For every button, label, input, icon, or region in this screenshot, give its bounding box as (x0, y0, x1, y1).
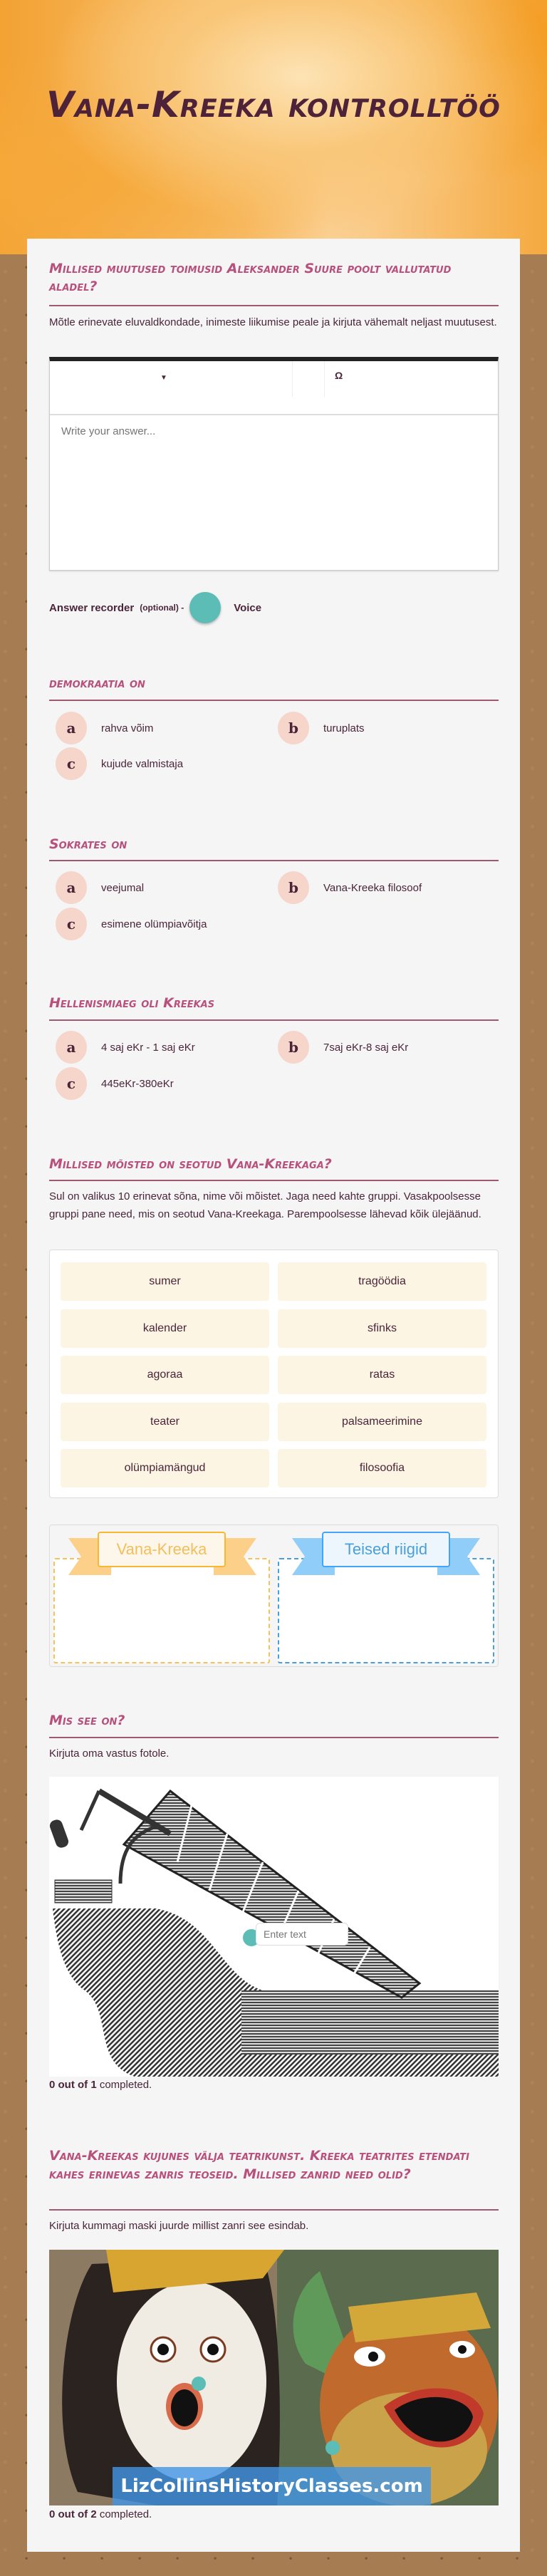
option-c[interactable] (56, 747, 183, 780)
toolbar-separator (324, 361, 325, 397)
option-letter: c (56, 908, 87, 940)
watermark: LizCollinsHistoryClasses.com (113, 2467, 431, 2505)
option-a[interactable] (56, 871, 144, 904)
sortable-items-pool (49, 1250, 499, 1498)
option-letter: a (56, 1031, 87, 1064)
completion-count: 0 out of 2 (49, 2508, 97, 2520)
completion-suffix: completed. (99, 2508, 152, 2520)
question-title: Millised muutused toimusid Aleksander Suure poolt vallutatud aladel? (49, 261, 452, 294)
question-title: Sokrates on (49, 836, 127, 852)
drag-item[interactable]: agoraa (61, 1356, 269, 1394)
option-letter: b (278, 871, 309, 904)
option-b[interactable] (278, 1031, 408, 1064)
header-banner (0, 0, 547, 254)
drag-item[interactable]: sfinks (278, 1309, 486, 1348)
option-b[interactable] (278, 871, 422, 904)
drag-item[interactable]: olümpiamängud (61, 1449, 269, 1487)
completion-suffix: completed. (99, 2079, 152, 2091)
option-a[interactable] (56, 1031, 195, 1064)
question-title: Hellenismiaeg oli Kreekas (49, 995, 215, 1011)
question-description: Kirjuta kummagi maski juurde millist zanri see esindab. (49, 2220, 309, 2232)
option-letter: a (56, 871, 87, 904)
divider (49, 305, 499, 306)
hotspot-marker-icon[interactable] (192, 2377, 206, 2391)
option-text: 445eKr-380eKr (101, 1077, 174, 1090)
completion-count: 0 out of 1 (49, 2079, 97, 2091)
option-c[interactable] (56, 1067, 174, 1100)
option-letter: b (278, 1031, 309, 1064)
record-button[interactable] (189, 592, 221, 623)
hotspot-text-input[interactable] (256, 1923, 348, 1946)
group-label-teised-riigid: Teised riigid (322, 1532, 450, 1567)
answer-editor (49, 357, 499, 571)
divider (49, 700, 499, 701)
question-description: Mõtle erinevate eluvaldkondade, inimeste liikumise peale ja kirjuta vähemalt neljast muutusest. (49, 316, 497, 328)
theatre-masks-image (49, 2250, 499, 2505)
answer-recorder (49, 592, 261, 623)
page-title: Vana-Kreeka kontrolltöö (46, 84, 501, 125)
font-dropdown-caret-icon[interactable]: ▼ (160, 374, 167, 382)
voice-label: Voice (234, 601, 262, 614)
option-text: esimene olümpiavõitja (101, 918, 207, 930)
worksheet-card (27, 239, 520, 2552)
divider (49, 1737, 499, 1738)
option-b[interactable] (278, 712, 365, 744)
sort-groups (49, 1525, 499, 1667)
divider (49, 1019, 499, 1021)
question-title: Vana-Kreekas kujunes välja teatrikunst. Kreeka teatrites etendati kahes erinevas zanris teoseid. Millised zanrid need olid? (49, 2148, 469, 2182)
divider (49, 860, 499, 861)
drag-item[interactable]: tragöödia (278, 1262, 486, 1301)
option-c[interactable] (56, 908, 207, 940)
question-description: Kirjuta oma vastus fotole. (49, 1747, 170, 1760)
option-letter: c (56, 1067, 87, 1100)
divider (49, 2209, 499, 2211)
toolbar-separator (292, 361, 293, 397)
option-letter: c (56, 747, 87, 780)
hotspot-marker-icon[interactable] (325, 2441, 340, 2455)
group-label-vana-kreeka: Vana-Kreeka (98, 1532, 226, 1567)
option-text: 7saj eKr-8 saj eKr (323, 1041, 409, 1054)
option-text: turuplats (323, 722, 365, 734)
special-character-icon[interactable]: Ω (335, 370, 343, 381)
option-letter: a (56, 712, 87, 744)
recorder-optional: (optional) - (140, 603, 184, 613)
drag-item[interactable]: ratas (278, 1356, 486, 1394)
question-title: Mis see on? (49, 1713, 125, 1728)
option-text: 4 saj eKr - 1 saj eKr (101, 1041, 195, 1054)
divider (49, 1180, 499, 1181)
drag-item[interactable]: kalender (61, 1309, 269, 1348)
option-text: veejumal (101, 881, 145, 894)
option-text: kujude valmistaja (101, 757, 184, 770)
drag-item[interactable]: teater (61, 1403, 269, 1441)
completion-status (49, 2508, 152, 2520)
question-title: Millised mõisted on seotud Vana-Kreekaga? (49, 1156, 332, 1172)
option-letter: b (278, 712, 309, 744)
question-title: demokraatia on (49, 675, 145, 691)
option-text: rahva võim (101, 722, 154, 734)
drag-item[interactable]: sumer (61, 1262, 269, 1301)
completion-status (49, 2079, 152, 2091)
answer-textarea[interactable] (50, 415, 498, 565)
recorder-label: Answer recorder (49, 601, 135, 614)
archimedes-screw-image (49, 1777, 499, 2077)
question-description: Sul on valikus 10 erinevat sõna, nime või mõistet. Jaga need kahte gruppi. Vasakpoolsesse gruppi pane need, mis on seotud Vana-Kreekaga. Parempoolsesse lähevad kõik ülejäänud. (49, 1190, 481, 1220)
drag-item[interactable]: filosoofia (278, 1449, 486, 1487)
editor-toolbar (50, 361, 498, 415)
drag-item[interactable]: palsameerimine (278, 1403, 486, 1441)
option-a[interactable] (56, 712, 153, 744)
option-text: Vana-Kreeka filosoof (323, 881, 422, 894)
